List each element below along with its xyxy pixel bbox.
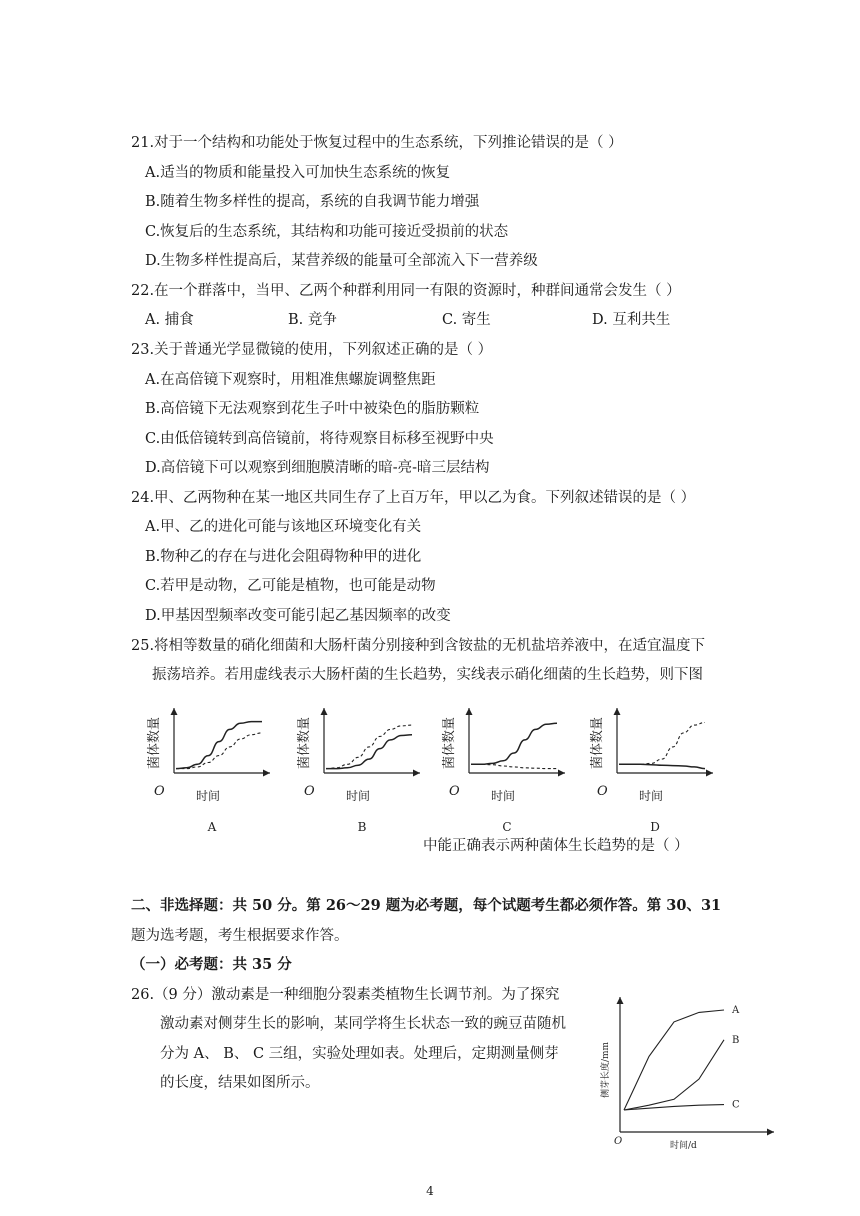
q23-option-d: D.高倍镜下可以观察到细胞膜清晰的暗-亮-暗三层结构 bbox=[145, 460, 490, 476]
section2-heading-line2: 题为选考题，考生根据要求作答。 bbox=[131, 928, 349, 944]
series-label-b: B bbox=[732, 1034, 740, 1046]
graph-option-label: C bbox=[502, 820, 512, 834]
section2-subheading: （一）必考题：共 35 分 bbox=[131, 956, 292, 973]
graph-b bbox=[296, 708, 420, 834]
series-line-b bbox=[624, 1040, 724, 1110]
q24-option-d: D.甲基因型频率改变可能引起乙基因频率的改变 bbox=[145, 608, 451, 624]
section2-heading-line1: 二、非选择题：共 50 分。第 26～29 题为必考题，每个试题考生都必须作答。第 30、31 bbox=[131, 897, 722, 914]
q22-options bbox=[145, 310, 745, 330]
dashed-series-line bbox=[326, 725, 412, 769]
origin-label: O bbox=[304, 784, 315, 799]
q22-option-b: B. 竞争 bbox=[288, 312, 337, 328]
q24-option-b: B.物种乙的存在与进化会阻碍物种甲的进化 bbox=[145, 549, 422, 565]
graph-c bbox=[441, 708, 565, 834]
origin-label: O bbox=[154, 784, 165, 799]
series-line-a bbox=[624, 1010, 724, 1110]
series-label-a: A bbox=[732, 1005, 740, 1016]
q21-stem: 21.对于一个结构和功能处于恢复过程中的生态系统，下列推论错误的是（ ） bbox=[131, 135, 623, 151]
series-label-c: C bbox=[732, 1099, 740, 1111]
graph-a bbox=[146, 708, 270, 834]
q22-stem: 22.在一个群落中，当甲、乙两个种群利用同一有限的资源时，种群间通常会发生（ ） bbox=[131, 283, 681, 299]
q25-stem-line2: 振荡培养。若用虚线表示大肠杆菌的生长趋势，实线表示硝化细菌的生长趋势，则下图 bbox=[152, 667, 703, 683]
q26-graph bbox=[590, 990, 780, 1160]
graph-d bbox=[589, 708, 713, 834]
x-axis-label: 时间 bbox=[491, 789, 516, 803]
x-axis-label: 时间 bbox=[196, 789, 221, 803]
q21-option-b: B.随着生物多样性的提高，系统的自我调节能力增强 bbox=[145, 194, 480, 210]
q23-option-a: A.在高倍镜下观察时，用粗准焦螺旋调整焦距 bbox=[145, 372, 436, 388]
page-number: 4 bbox=[426, 1184, 434, 1198]
q25-stem-line3: 中能正确表示两种菌体生长趋势的是（ ） bbox=[423, 838, 689, 854]
q26-line4: 的长度，结果如图所示。 bbox=[160, 1075, 320, 1091]
y-axis-label: 菌体数量 bbox=[147, 716, 162, 770]
q21-option-c: C.恢复后的生态系统，其结构和功能可接近受损前的状态 bbox=[145, 224, 509, 240]
q22-option-a: A. 捕食 bbox=[145, 312, 194, 328]
q22-option-d: D. 互利共生 bbox=[592, 312, 671, 328]
y-axis-label: 菌体数量 bbox=[442, 716, 457, 770]
q26-line1: 26.（9 分）激动素是一种细胞分裂素类植物生长调节剂。为了探究 bbox=[131, 987, 560, 1003]
graph-option-label: A bbox=[207, 820, 217, 834]
q24-option-a: A.甲、乙的进化可能与该地区环境变化有关 bbox=[145, 519, 422, 535]
q21-option-a: A.适当的物质和能量投入可加快生态系统的恢复 bbox=[145, 165, 451, 181]
q22-option-c: C. 寄生 bbox=[442, 312, 491, 328]
graph-option-label: B bbox=[357, 820, 367, 834]
dashed-series-line bbox=[619, 723, 705, 765]
y-axis-label: 菌体数量 bbox=[297, 716, 312, 770]
origin-label: O bbox=[449, 784, 460, 799]
q25-stem-line1: 25.将相等数量的硝化细菌和大肠杆菌分别接种到含铵盐的无机盐培养液中，在适宜温度下 bbox=[131, 638, 706, 654]
y-axis-label: 菌体数量 bbox=[590, 716, 605, 770]
q23-stem: 23.关于普通光学显微镜的使用，下列叙述正确的是（ ） bbox=[131, 342, 493, 358]
x-axis-label: 时间/d bbox=[670, 1141, 697, 1151]
origin-label: O bbox=[614, 1136, 623, 1147]
graph-option-label: D bbox=[650, 820, 660, 834]
origin-label: O bbox=[597, 784, 608, 799]
q21-option-d: D.生物多样性提高后，某营养级的能量可全部流入下一营养级 bbox=[145, 253, 538, 269]
q24-stem: 24.甲、乙两物种在某一地区共同生存了上百万年，甲以乙为食。下列叙述错误的是（ ） bbox=[131, 490, 696, 506]
x-axis-label: 时间 bbox=[639, 789, 664, 803]
q24-option-c: C.若甲是动物，乙可能是植物，也可能是动物 bbox=[145, 578, 436, 594]
y-axis-label: 侧芽长度/mm bbox=[601, 1041, 611, 1099]
x-axis-label: 时间 bbox=[346, 789, 371, 803]
dashed-series-line bbox=[176, 733, 262, 769]
q23-option-b: B.高倍镜下无法观察到花生子叶中被染色的脂肪颗粒 bbox=[145, 401, 480, 417]
q26-line2: 激动素对侧芽生长的影响，某同学将生长状态一致的豌豆苗随机 bbox=[160, 1016, 566, 1032]
q26-line3: 分为 A、 B、 C 三组，实验处理如表。处理后，定期测量侧芽 bbox=[160, 1046, 559, 1062]
solid-series-line bbox=[326, 735, 412, 769]
solid-series-line bbox=[471, 723, 557, 764]
q25-graphs bbox=[120, 700, 740, 850]
solid-series-line bbox=[176, 722, 262, 769]
q23-option-c: C.由低倍镜转到高倍镜前，将待观察目标移至视野中央 bbox=[145, 431, 494, 447]
solid-series-line bbox=[619, 764, 705, 768]
